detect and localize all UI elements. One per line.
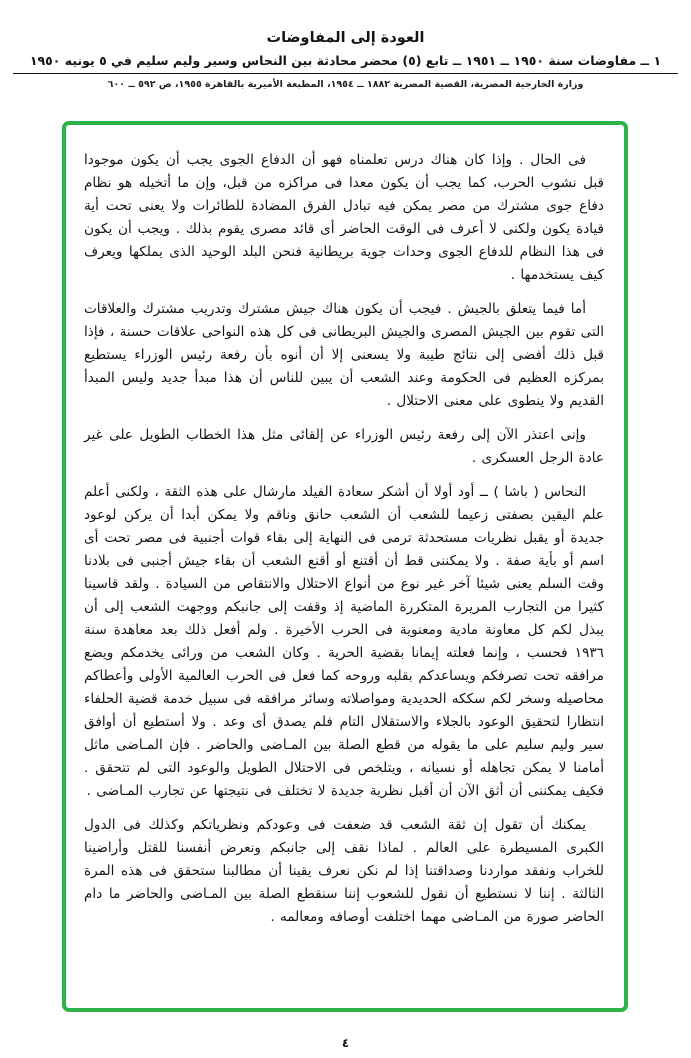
body-paragraph: النحاس ( باشا ) ــ أود أولا أن أشكر سعادة الفيلد مارشال على هذه الثقة ، ولكنى أعلم علم اليقين بصفتى زعيما للشعب أن الشعب حانق وناقم ولا يمكن أبدا أن يركن لوعود جديدة أو يقبل نظريات مستحدثة ترمى فى النهاية إلى بقاء قوات أجنبية فى مصر تحت أى اسم أو بأية صفة . ولا يمكننى قط أن أقتنع أو أقنع الشعب أن بقاء جيش أجنبى فى بلادنا وقت السلم يعنى شيئا آخر غير نوع من أنواع الاحتلال والانتقاص من السيادة . ولقد قاسينا كثيرا من التجارب المريرة المتكررة الماضية إذ وقفت إلى جانبكم ووجهت الشعب إلى أن يبذل لكم كل معاونة مادية ومعنوية فى الحرب الأخيرة . ولم أفعل ذلك بعد معاهدة سنة ١٩٣٦ فحسب ، وإنما فعلته إيمانا بقضية الحرية . وكان الشعب من ورائى يخدمكم ويضع مرافقه تحت تصرفكم ويساعدكم بقلبه وروحه كما فعل فى الحرب العالمية الأولى وأعطاكم محاصيله وسخر لكم سككه الحديدية ومواصلاته وسائر مرافقه فى سبيل خدمة قضية الحلفاء انتظارا لتحقيق الوعود بالجلاء والاستقلال التام فلم يصدق أى وعد . ولا أستطيع أن أوافق سير وليم سليم على ما يقوله من قطع الصلة بين المـاضى والحاضر . فإن المـاضى ماثل أمامنا لا يمكن تجاهله أو نسيانه ، ويتلخص فى الاحتلال الطويل والوعود التى لم تتحقق . فكيف يمكننى أن أثق الآن أن أقبل نظرية جديدة لا تختلف فى نتيجتها عن تجارب المـاضى . — [84, 484, 604, 799]
document-body-box — [62, 121, 628, 1012]
body-paragraph: يمكنك أن تقول إن ثقة الشعب قد ضعفت فى وعودكم ونظرياتكم وكذلك فى الدول الكبرى المسيطرة على العالم . لماذا نقف إلى جانبكم ونعرض أنفسنا للقتل وأراضينا للخراب ونفقد مواردنا وصداقتنا إذا لم نكن نعرف يقينا أن مطالبنا ستحقق فى هذه المرة الثالثة . إننا لا نستطيع أن نقول للشعوب إننا سنقطع الصلة بين المـاضى والحاضر ما دام الحاضر صورة من المـاضى مهما اختلفت أوصافه ومعالمه . — [84, 817, 604, 925]
heading-divider — [13, 73, 678, 74]
body-paragraph: أما فيما يتعلق بالجيش . فيجب أن يكون هناك جيش مشترك وتدريب مشترك والعلاقات التى تقوم بين الجيش المصرى والجيش البريطانى فى كل هذه النواحى علاقات حسنة ، فإذا قبل ذلك أفضى إلى نتائج طيبة ولا يسعنى إلا أن أنوه بأن رفعة رئيس الوزراء يستطيع بمركزه العظيم فى الحكومة وعند الشعب أن يبين للناس أن هذا مبدأ جديد وليس المبدأ القديم ولا ينطوى على معنى الاحتلال . — [84, 301, 604, 409]
page-title: العودة إلى المفاوضات — [266, 30, 425, 46]
document-heading: ١ ــ مفاوضات سنة ١٩٥٠ ــ ١٩٥١ ــ تابع (٥) محضر محادثة بين النحاس وسير وليم سليم في ٥ يونيه ١٩٥٠ — [29, 53, 662, 68]
page-number: ٤ — [341, 1036, 350, 1050]
body-paragraph: وإنى اعتذر الآن إلى رفعة رئيس الوزراء عن إلقائى مثل هذا الخطاب الطويل على غير عادة الرجل العسكرى . — [84, 427, 604, 466]
body-paragraph: فى الحال . وإذا كان هناك درس تعلمناه فهو أن الدفاع الجوى يجب أن يكون موجودا قبل نشوب الحرب، كما يجب أن يكون معدا فى مراكزه من قبل، وإن ما أتخيله هو نظام دفاع جوى مشترك من مصر يمكن فيه تبادل الفرق المضادة للطائرات ولا يعنى تحت أية قيادة يكون ولكنى لا أعرف فى الوقت الحاضر أى قائد مصرى يقوم بذلك . ويجب أن يكون فى هذا النظام للدفاع الجوى وحدات جوية بريطانية فنحن البلد الوحيد الذى يملكها ويعرف كيف يستخدمها . — [84, 152, 604, 283]
source-citation: وزارة الخارجية المصرية، القضية المصرية ١٨٨٢ ــ ١٩٥٤، المطبعة الأميرية بالقاهرة ١٩٥٥، ص ٥٩٢ ــ ٦٠٠ — [107, 79, 584, 90]
